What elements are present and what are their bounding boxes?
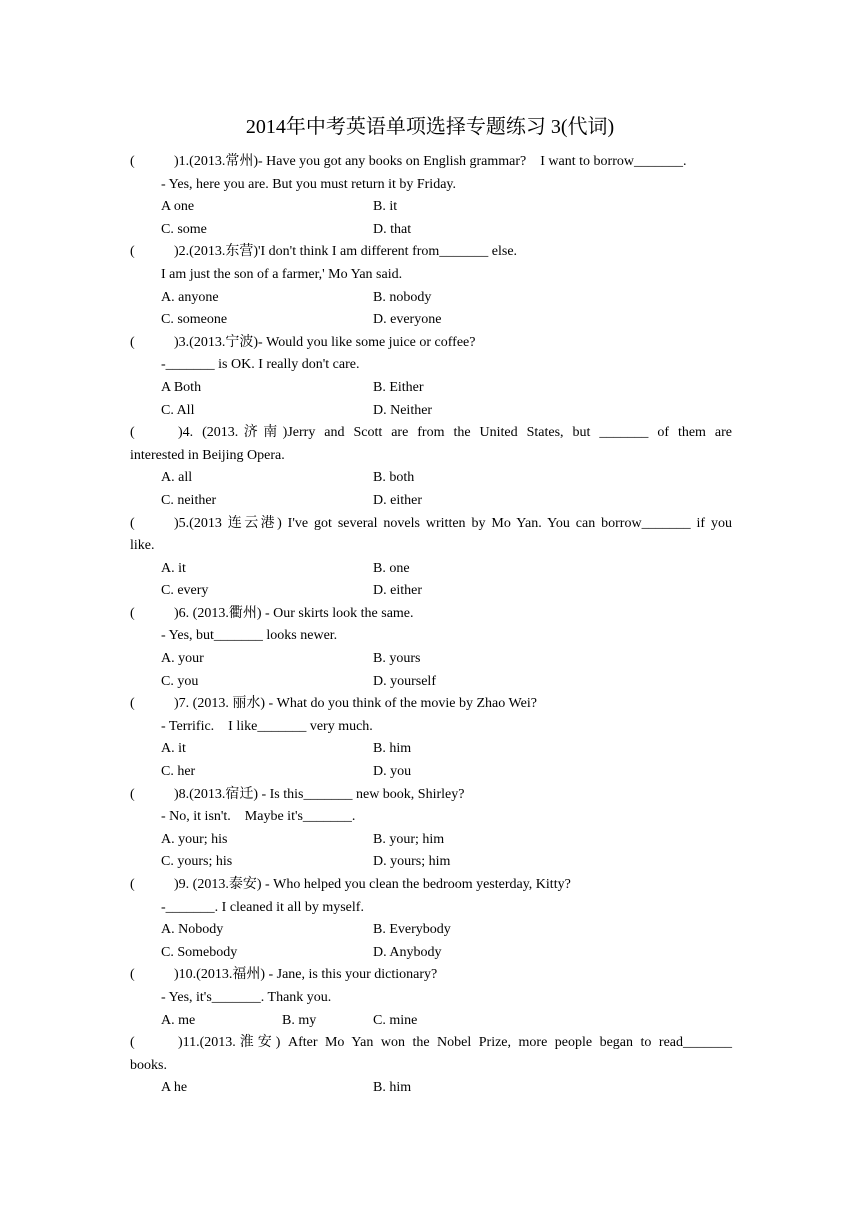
question-line: - Yes, it's_______. Thank you. [161, 989, 332, 1005]
option-b: B. him [373, 1080, 412, 1096]
answer-blank: ( [130, 877, 135, 892]
option-c: C. you [161, 673, 199, 689]
answer-blank: ( [130, 967, 135, 983]
option-c: C. yours; his [161, 854, 233, 870]
option-c: C. All [161, 402, 195, 418]
page-title: 2014年中考英语单项选择专题练习 3(代词) [245, 116, 615, 138]
answer-blank: ( [130, 154, 135, 169]
question-11 [130, 1032, 732, 1100]
question-7 [130, 693, 732, 783]
option-a: A Both [161, 379, 202, 395]
option-d: D. either [373, 492, 422, 508]
question-text: )5.(2013 连云港) I've got several novels written by Mo Yan. You can borrow_______ if you [174, 515, 732, 531]
option-d: D. either [373, 583, 422, 599]
option-c: C. Somebody [161, 944, 238, 960]
question-line: - Yes, here you are. But you must return it by Friday. [161, 176, 456, 192]
question-continuation: like. [130, 538, 155, 554]
answer-blank: ( [130, 605, 135, 621]
option-b: B. both [373, 470, 415, 486]
option-d: D. everyone [373, 312, 442, 328]
option-d: D. that [373, 221, 412, 237]
option-a: A. your; his [161, 831, 228, 847]
option-c: C. every [161, 583, 209, 599]
question-line: I am just the son of a farmer,' Mo Yan said. [161, 266, 403, 282]
option-c: C. someone [161, 312, 228, 328]
option-b: B. your; him [373, 831, 445, 847]
answer-blank: ( [130, 334, 135, 350]
question-text: )3.(2013.宁波)- Would you like some juice or coffee? [174, 334, 476, 350]
answer-blank: ( [130, 425, 135, 441]
answer-blank: ( [130, 244, 135, 260]
question-5 [130, 513, 732, 603]
question-text: )8.(2013.宿迁) - Is this_______ new book, Shirley? [174, 786, 465, 802]
question-text: )6. (2013.衢州) - Our skirts look the same. [174, 605, 414, 621]
question-line: - Yes, but_______ looks newer. [161, 628, 338, 644]
option-a: A. anyone [161, 289, 219, 305]
answer-blank: ( [130, 1035, 135, 1051]
option-b: B. it [373, 199, 398, 215]
question-list [130, 151, 732, 1100]
question-10 [130, 964, 732, 1032]
option-d: D. you [373, 764, 412, 780]
option-b: B. one [373, 560, 410, 576]
question-1 [130, 151, 732, 241]
option-d: D. yours; him [373, 854, 451, 870]
option-a: A he [161, 1080, 188, 1096]
question-6 [130, 603, 732, 693]
question-line: - Terrific. I like_______ very much. [161, 718, 373, 734]
option-c: C. mine [373, 1012, 418, 1028]
option-c: C. her [161, 764, 196, 780]
question-text: )2.(2013.东营)'I don't think I am different from_______ else. [174, 244, 518, 260]
option-d: D. Neither [373, 402, 433, 418]
question-text: )11.(2013.淮安) After Mo Yan won the Nobel Prize, more people began to read_______ [178, 1035, 732, 1051]
question-8 [130, 784, 732, 874]
option-a: A. it [161, 741, 186, 757]
option-b: B. yours [373, 651, 421, 667]
option-a: A. me [161, 1012, 196, 1028]
question-text: )10.(2013.福州) - Jane, is this your dictionary? [174, 967, 438, 983]
question-9 [130, 874, 732, 964]
option-a: A. all [161, 470, 193, 486]
question-3 [130, 332, 732, 422]
option-d: D. Anybody [373, 944, 442, 960]
answer-blank: ( [130, 515, 135, 531]
question-line: - No, it isn't. Maybe it's_______. [161, 809, 356, 825]
option-c: C. some [161, 221, 207, 237]
question-continuation: books. [130, 1057, 167, 1073]
answer-blank: ( [130, 696, 135, 712]
option-b: B. nobody [373, 289, 432, 305]
option-a: A. Nobody [161, 922, 224, 938]
question-continuation: interested in Beijing Opera. [130, 447, 285, 463]
question-text: )7. (2013. 丽水) - What do you think of the movie by Zhao Wei? [174, 696, 537, 712]
question-2 [130, 241, 732, 331]
option-b: B. Everybody [373, 922, 451, 938]
option-c: C. neither [161, 492, 217, 508]
question-text: )1.(2013.常州)- Have you got any books on English grammar? I want to borrow_______. [174, 154, 687, 169]
option-b: B. my [282, 1012, 317, 1028]
question-text: )9. (2013.泰安) - Who helped you clean the bedroom yesterday, Kitty? [174, 877, 571, 892]
option-a: A one [161, 199, 195, 215]
option-b: B. Either [373, 379, 424, 395]
option-a: A. it [161, 560, 186, 576]
question-line: -_______ is OK. I really don't care. [161, 357, 360, 373]
answer-blank: ( [130, 786, 135, 802]
option-a: A. your [161, 651, 204, 667]
question-4 [130, 422, 732, 512]
question-text: )4. (2013.济南)Jerry and Scott are from the United States, but _______ of them are [178, 425, 732, 441]
option-d: D. yourself [373, 673, 436, 689]
question-line: -_______. I cleaned it all by myself. [161, 899, 364, 915]
option-b: B. him [373, 741, 412, 757]
